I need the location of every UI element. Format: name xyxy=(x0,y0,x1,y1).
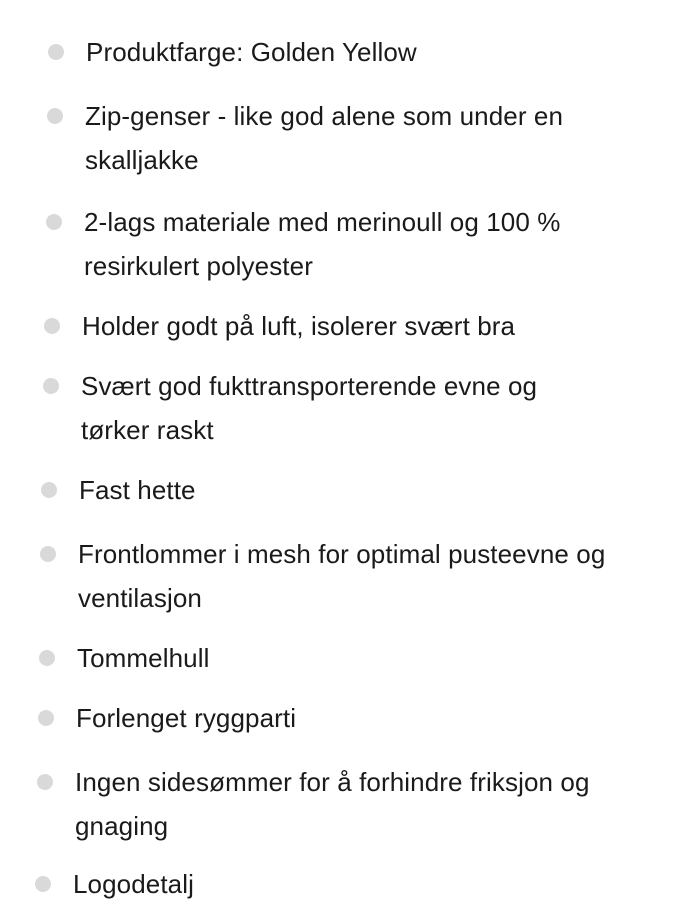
list-item xyxy=(86,30,417,74)
feature-text: Frontlommer i mesh for optimal pusteevne og ventilasjon xyxy=(78,539,606,613)
feature-text: Fast hette xyxy=(79,475,196,505)
bullet-icon xyxy=(41,482,57,498)
feature-text: Logodetalj xyxy=(73,869,194,899)
feature-text: Svært god fukttransporterende evne og tørker raskt xyxy=(81,371,538,445)
list-item xyxy=(82,304,515,348)
feature-text: Ingen sidesømmer for å forhindre friksjon og gnaging xyxy=(75,767,590,841)
bullet-icon xyxy=(40,546,56,562)
feature-text: Zip-genser - like god alene som under en skalljakke xyxy=(85,101,564,175)
bullet-icon xyxy=(39,650,55,666)
bullet-icon xyxy=(44,318,60,334)
feature-text: Tommelhull xyxy=(77,643,210,673)
feature-text: 2-lags materiale med merinoull og 100 % resirkulert polyester xyxy=(84,207,561,281)
list-item xyxy=(78,532,648,620)
feature-text: Forlenget ryggparti xyxy=(76,703,297,733)
bullet-icon xyxy=(35,876,51,892)
feature-text: Holder godt på luft, isolerer svært bra xyxy=(82,311,516,341)
list-item xyxy=(77,636,210,680)
feature-text: Produktfarge: Golden Yellow xyxy=(86,37,417,67)
list-item xyxy=(84,200,624,288)
list-item xyxy=(79,468,196,512)
list-item xyxy=(85,94,625,182)
bullet-icon xyxy=(48,44,64,60)
bullet-icon xyxy=(43,378,59,394)
list-item xyxy=(81,364,611,452)
list-item xyxy=(75,760,625,848)
list-item xyxy=(73,862,194,906)
bullet-icon xyxy=(47,108,63,124)
bullet-icon xyxy=(46,214,62,230)
bullet-icon xyxy=(38,710,54,726)
list-item xyxy=(76,696,296,740)
bullet-icon xyxy=(37,774,53,790)
